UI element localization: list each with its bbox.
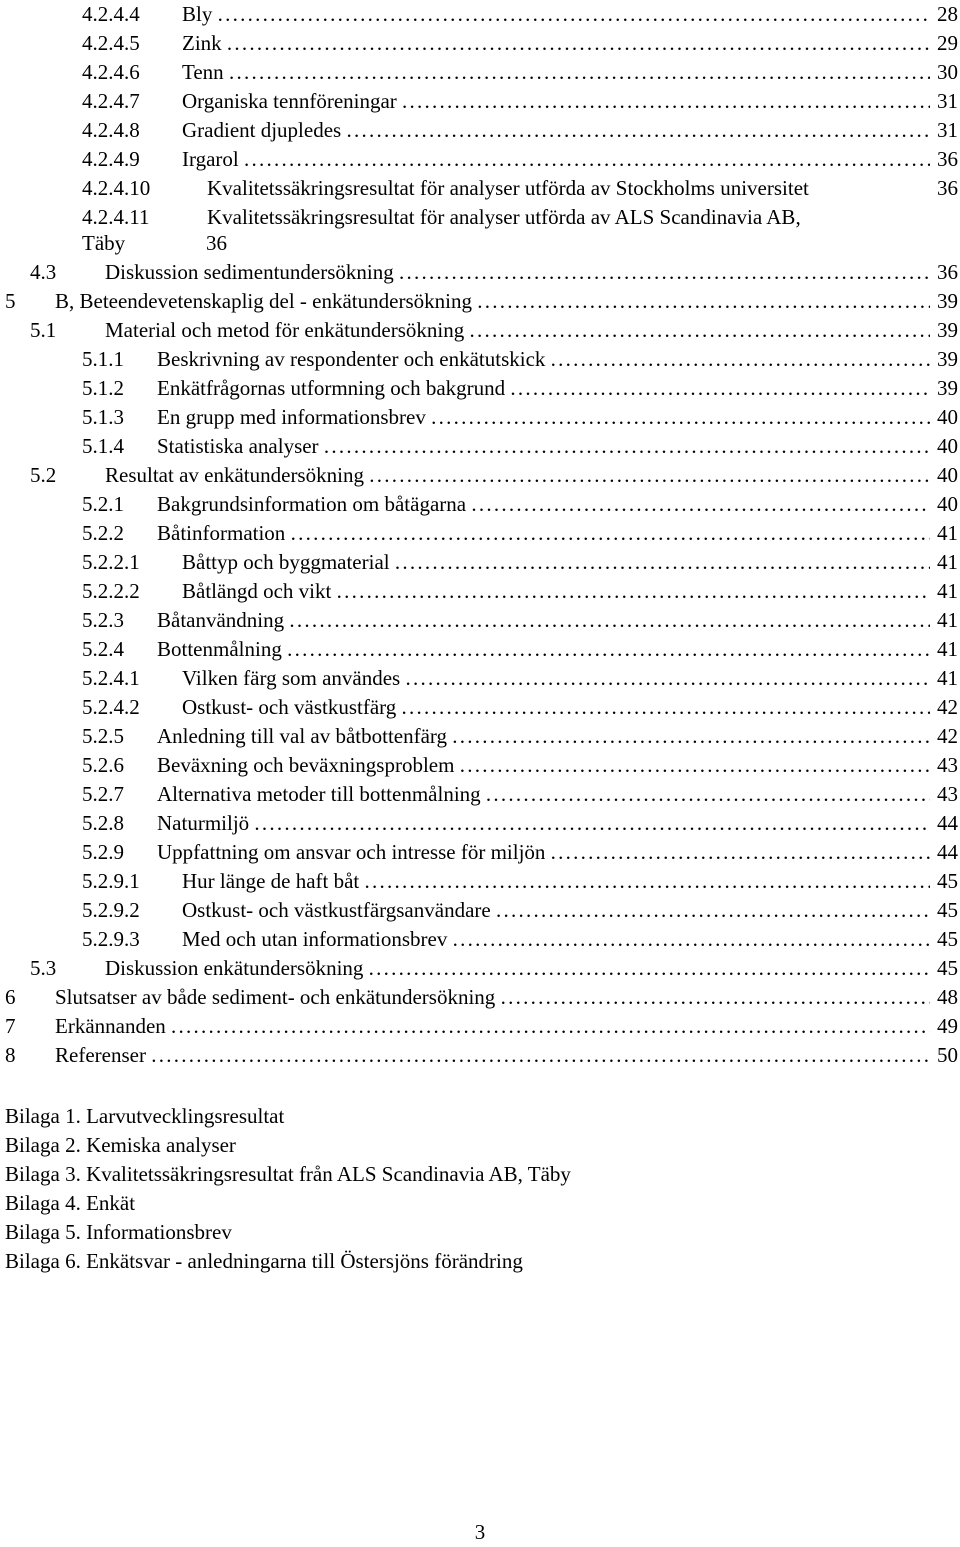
toc-entry-page: 40 [935,461,958,490]
toc-entry-page: 45 [935,896,958,925]
toc-entry-title: Bly . . . [182,0,930,29]
toc-entry[interactable] [0,461,960,490]
toc-entry-page: 41 [935,635,958,664]
appendix-item: Bilaga 3. Kvalitetssäkringsresultat från ALS Scandinavia AB, Täby [5,1162,571,1186]
toc-entry-title: Båtlängd och vikt . . . [182,577,930,606]
toc-entry-page: 41 [935,548,958,577]
toc-entry-page: 31 [935,87,958,116]
toc-entry-page: 42 [935,693,958,722]
toc-entry-page: 48 [935,983,958,1012]
toc-entry-page: 36 [935,174,958,203]
toc-entry[interactable] [0,983,960,1012]
toc-entry-title: Tenn . . . [182,58,930,87]
toc-entry[interactable] [0,403,960,432]
toc-entry-number: 4.2.4.10 [82,176,151,200]
toc-entry-number: 5.2.9 [82,840,124,864]
toc-entry-page: 29 [935,29,958,58]
toc-entry-page: 40 [935,490,958,519]
toc-entry[interactable] [0,490,960,519]
toc-entry-number: 5.2.9.3 [82,927,140,951]
toc-entry-title: Erkännanden . . . [55,1012,930,1041]
toc-entry-number: 5 [5,289,16,313]
toc-entry[interactable] [0,345,960,374]
toc-wrapped-text: Täby [82,231,126,255]
toc-entry-title: Båttyp och byggmaterial . . . [182,548,930,577]
toc-entry-number: 5.2.8 [82,811,124,835]
toc-entry-title: Zink . . . [182,29,930,58]
toc-entry-number: 4.2.4.4 [82,2,140,26]
toc-entry[interactable] [0,374,960,403]
toc-entry[interactable] [0,519,960,548]
toc-entry-title: Slutsatser av både sediment- och enkätundersökning . . . [55,983,930,1012]
toc-entry-title: Ostkust- och västkustfärgsanvändare . . . [182,896,930,925]
toc-entry-title: B, Beteendevetenskaplig del - enkätundersökning . . . [55,287,930,316]
toc-entry-page: 43 [935,780,958,809]
toc-entry-page: 39 [935,316,958,345]
toc-entry-number: 7 [5,1014,16,1038]
toc-entry-number: 5.3 [30,956,57,980]
toc-entry-number: 5.2.5 [82,724,124,748]
toc-entry[interactable] [0,577,960,606]
toc-entry-title: Uppfattning om ansvar och intresse för miljön . . . [157,838,930,867]
toc-entry-page: 39 [935,345,958,374]
toc-entry-page: 41 [935,606,958,635]
toc-entry-number: 5.2.2 [82,521,124,545]
appendix-item: Bilaga 4. Enkät [5,1191,136,1215]
appendix-item: Bilaga 6. Enkätsvar - anledningarna till Östersjöns förändring [5,1249,523,1273]
toc-entry-number: 5.2.4 [82,637,124,661]
toc-entry-page: 41 [935,519,958,548]
toc-entry-page: 40 [935,403,958,432]
toc-entry-title: Resultat av enkätundersökning . . . [105,461,930,490]
toc-entry[interactable] [0,664,960,693]
toc-entry-number: 5.2.2.2 [82,579,140,603]
toc-entry-page: 44 [935,838,958,867]
toc-entry[interactable] [0,809,960,838]
toc-entry-number: 5.2.4.1 [82,666,140,690]
toc-entry-page: 28 [935,0,958,29]
toc-entry-title: Gradient djupledes . . . [182,116,930,145]
toc-entry-number: 5.2.1 [82,492,124,516]
toc-entry[interactable] [0,896,960,925]
toc-entry-title: Bakgrundsinformation om båtägarna . . . [157,490,930,519]
toc-entry-number: 5.2.2.1 [82,550,140,574]
toc-entry-number: 4.2.4.8 [82,118,140,142]
toc-entry-number: 5.1.1 [82,347,124,371]
toc-entry-number: 5.2 [30,463,57,487]
toc-entry-title: Båtinformation . . . [157,519,930,548]
toc-entry-number: 4.2.4.9 [82,147,140,171]
toc-entry[interactable] [0,1012,960,1041]
toc-entry-title: Hur länge de haft båt . . . [182,867,930,896]
toc-entry-page: 42 [935,722,958,751]
toc-entry-page: 39 [935,287,958,316]
toc-entry-page: 41 [935,664,958,693]
toc-entry-title: Irgarol . . . [182,145,930,174]
toc-entry-title: Statistiska analyser . . . [157,432,930,461]
toc-entry-page: 41 [935,577,958,606]
toc-entry[interactable] [0,58,960,87]
toc-entry-title: Enkätfrågornas utformning och bakgrund . . . [157,374,930,403]
toc-entry[interactable] [0,87,960,116]
toc-entry-title: Beskrivning av respondenter och enkätutskick . . . [157,345,930,374]
toc-entry[interactable] [0,316,960,345]
toc-entry[interactable] [0,925,960,954]
toc-entry-number: 5.2.7 [82,782,124,806]
toc-entry-page: 45 [935,925,958,954]
toc-entry[interactable] [0,751,960,780]
toc-entry-page: 31 [935,116,958,145]
toc-entry[interactable] [0,145,960,174]
toc-entry[interactable] [0,258,960,287]
toc-entry-number: 4.2.4.5 [82,31,140,55]
toc-entry[interactable] [0,203,960,232]
toc-entry-page: 30 [935,58,958,87]
toc-entry-title: Med och utan informationsbrev . . . [182,925,930,954]
toc-entry-number: 5.2.4.2 [82,695,140,719]
toc-entry-number: 8 [5,1043,16,1067]
toc-entry-title: Bottenmålning . . . [157,635,930,664]
toc-entry-title: Material och metod för enkätundersökning . . . [105,316,930,345]
toc-entry-number: 5.2.3 [82,608,124,632]
toc-entry[interactable] [0,606,960,635]
toc-entry-title: Kvalitetssäkringsresultat för analyser utförda av Stockholms universitet [207,176,809,200]
toc-entry[interactable] [0,29,960,58]
toc-entry-page: 40 [935,432,958,461]
toc-entry-page: 44 [935,809,958,838]
toc-entry-title: Ostkust- och västkustfärg . . . [182,693,930,722]
toc-entry[interactable] [0,548,960,577]
toc-entry-page: 49 [935,1012,958,1041]
appendix-item: Bilaga 2. Kemiska analyser [5,1133,236,1157]
toc-entry-title: Kvalitetssäkringsresultat för analyser utförda av ALS Scandinavia AB, [207,205,801,229]
toc-entry-number: 5.2.9.2 [82,898,140,922]
toc-entry-title: Anledning till val av båtbottenfärg . . . [157,722,930,751]
toc-entry-number: 5.2.6 [82,753,124,777]
toc-entry-title: En grupp med informationsbrev . . . [157,403,930,432]
toc-entry[interactable] [0,174,960,203]
toc-entry[interactable] [0,635,960,664]
toc-entry-number: 4.2.4.6 [82,60,140,84]
appendix-item: Bilaga 1. Larvutvecklingsresultat [5,1104,285,1128]
toc-entry-number: 5.1 [30,318,57,342]
toc-entry[interactable] [0,432,960,461]
toc-entry-title: Beväxning och beväxningsproblem . . . [157,751,930,780]
toc-entry-number: 4.3 [30,260,57,284]
toc-entry-title: Diskussion sedimentundersökning . . . [105,258,930,287]
toc-entry-page: 45 [935,867,958,896]
toc-entry-page: 36 [935,145,958,174]
toc-entry-number: 5.1.4 [82,434,124,458]
toc-entry[interactable] [0,1041,960,1070]
toc-entry-page: 43 [935,751,958,780]
toc-wrapped-line [82,229,227,258]
toc-entry-number: 4.2.4.11 [82,205,150,229]
appendix-item: Bilaga 5. Informationsbrev [5,1220,232,1244]
toc-entry-number: 4.2.4.7 [82,89,140,113]
toc-entry-title: Diskussion enkätundersökning . . . [105,954,930,983]
toc-entry-title: Naturmiljö . . . [157,809,930,838]
toc-entry-page: 39 [935,374,958,403]
toc-entry[interactable] [0,0,960,29]
page-number: 3 [474,1520,486,1544]
toc-wrapped-page: 36 [206,231,227,255]
toc-entry[interactable] [0,693,960,722]
toc-entry-number: 5.2.9.1 [82,869,140,893]
toc-entry-number: 6 [5,985,16,1009]
toc-entry-number: 5.1.3 [82,405,124,429]
toc-entry[interactable] [0,116,960,145]
toc-entry[interactable] [0,780,960,809]
toc-entry-title: Referenser . . . [55,1041,930,1070]
toc-entry-page: 50 [935,1041,958,1070]
toc-entry[interactable] [0,867,960,896]
toc-entry[interactable] [0,722,960,751]
toc-entry-page: 36 [935,258,958,287]
toc-entry[interactable] [0,954,960,983]
toc-entry-page: 45 [935,954,958,983]
toc-entry-title: Båtanvändning . . . [157,606,930,635]
toc-entry-number: 5.1.2 [82,376,124,400]
toc-entry-title: Vilken färg som användes . . . [182,664,930,693]
toc-entry[interactable] [0,838,960,867]
toc-entry-title: Alternativa metoder till bottenmålning . . . [157,780,930,809]
toc-entry[interactable] [0,287,960,316]
toc-entry-title: Organiska tennföreningar . . . [182,87,930,116]
